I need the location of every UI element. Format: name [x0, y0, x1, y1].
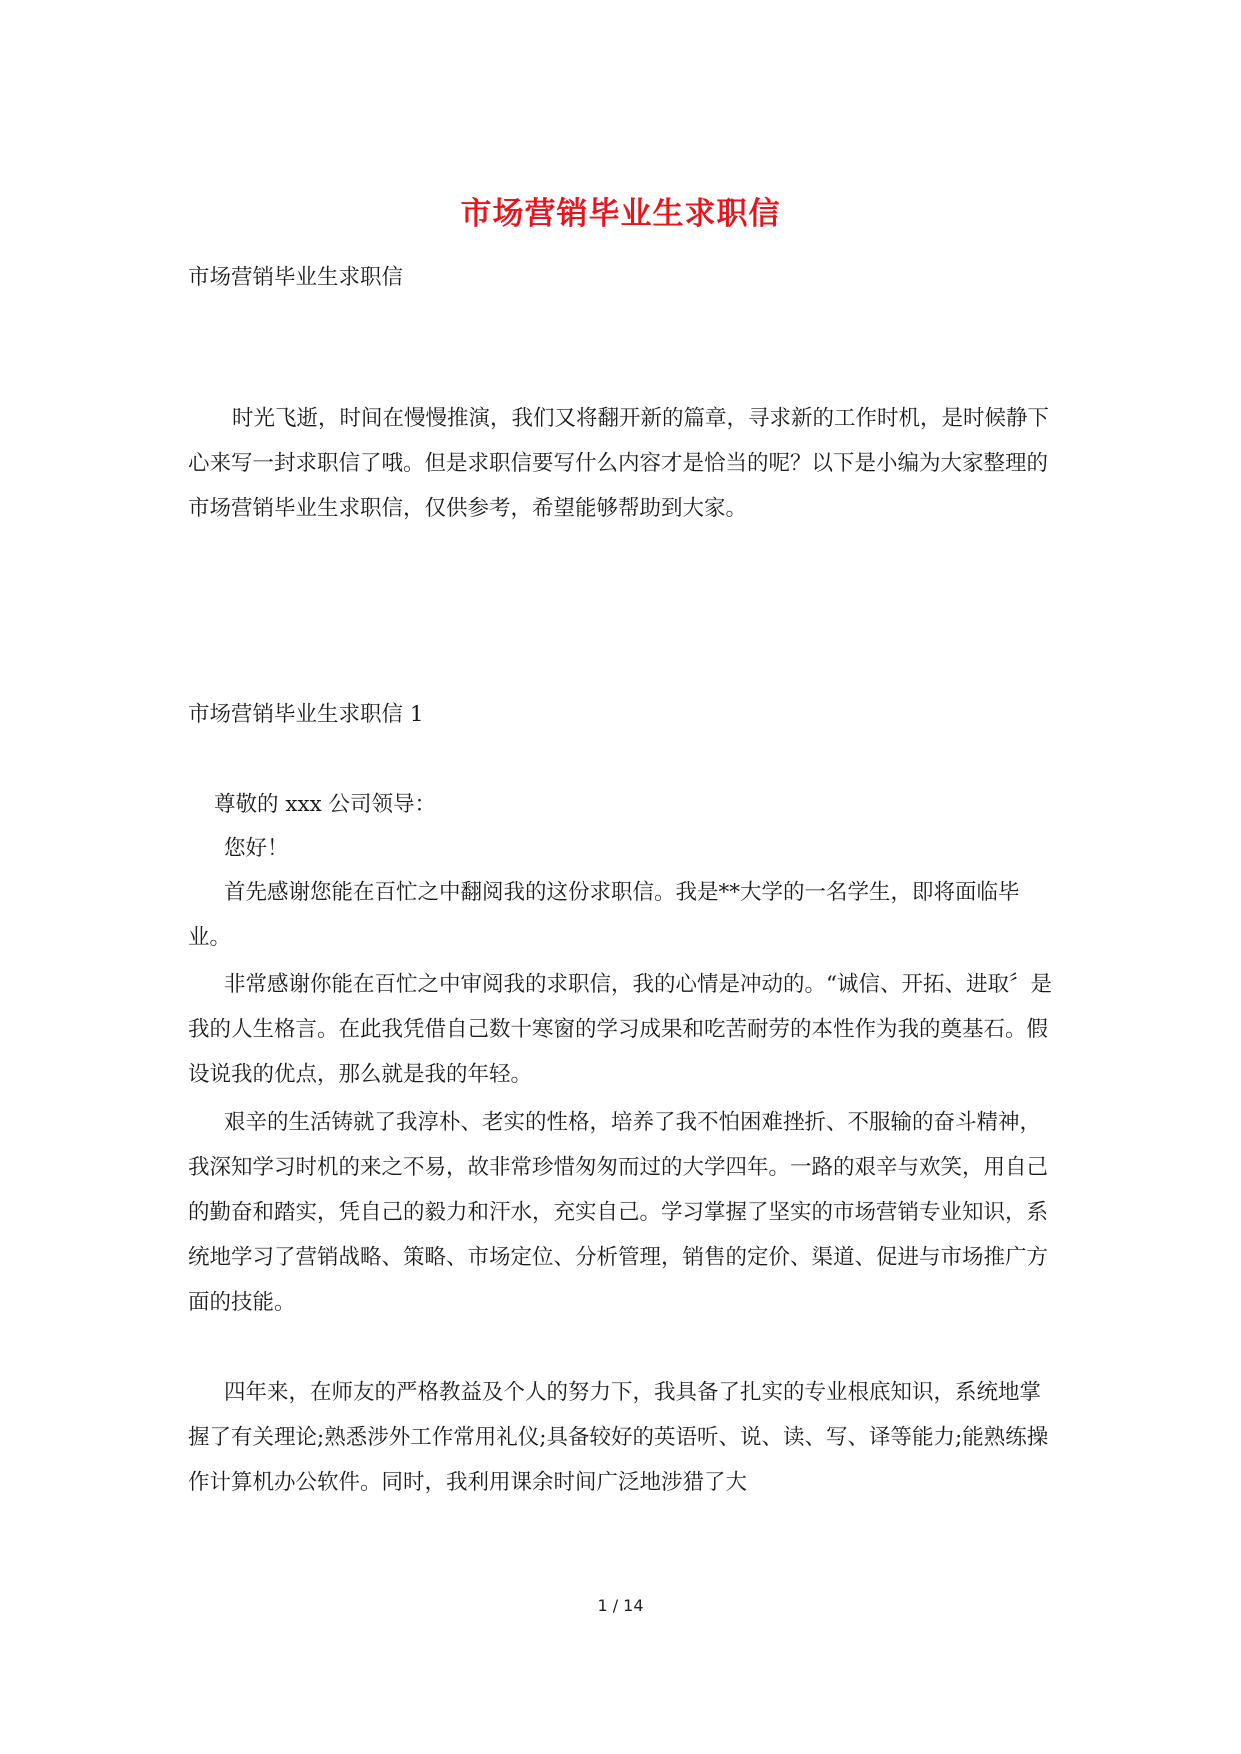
body-paragraph: 四年来，在师友的严格教益及个人的努力下，我具备了扎实的专业根底知识，系统地掌握了有关理论;熟悉涉外工作常用礼仪;具备较好的英语听、说、读、写、译等能力;能熟练操作计算机办公软件。同时，我利用课余时间广泛地涉猎了大 [188, 1380, 1049, 1495]
body-paragraph: 首先感谢您能在百忙之中翻阅我的这份求职信。我是**大学的一名学生，即将面临毕业。 [188, 880, 1020, 950]
letter-salutation: 您好！ [224, 836, 289, 861]
body-paragraph: 艰辛的生活铸就了我淳朴、老实的性格，培养了我不怕困难挫折、不服输的奋斗精神，我深知学习时机的来之不易，故非常珍惜匆匆而过的大学四年。一路的艰辛与欢笑，用自己的勤奋和踏实，凭自己的毅力和汗水，充实自己。学习掌握了坚实的市场营销专业知识，系统地学习了营销战略、策略、市场定位、分析管理，销售的定价、渠道、促进与市场推广方面的技能。 [188, 1110, 1049, 1315]
document-subtitle: 市场营销毕业生求职信 [188, 265, 404, 290]
section-heading: 市场营销毕业生求职信 1 [188, 702, 424, 727]
intro-paragraph: 时光飞逝，时间在慢慢推演，我们又将翻开新的篇章，寻求新的工作时机，是时候静下心来写一封求职信了哦。但是求职信要写什么内容才是恰当的呢？以下是小编为大家整理的市场营销毕业生求职信，仅供参考，希望能够帮助到大家。 [188, 406, 1050, 521]
document-title: 市场营销毕业生求职信 [460, 196, 781, 232]
body-paragraph: 非常感谢你能在百忙之中审阅我的求职信，我的心情是冲动的。“诚信、开拓、进取〞是我的人生格言。在此我凭借自己数十寒窗的学习成果和吃苦耐劳的本性作为我的奠基石。假设说我的优点，那么就是我的年轻。 [188, 972, 1052, 1087]
letter-greeting: 尊敬的 xxx 公司领导： [214, 792, 437, 817]
page-number: 1 / 14 [597, 1596, 644, 1615]
